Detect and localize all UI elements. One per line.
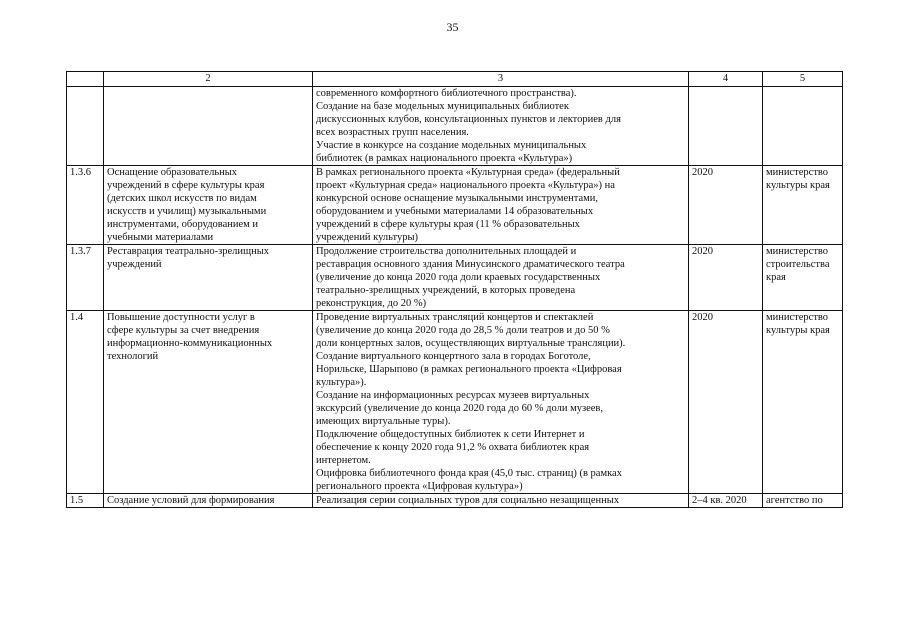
measure-name: Оснащение образовательных учреждений в сфере культуры края (детских школ искусств по видам искусств и училищ) музыкальными инструментами, оборудованием и учебными материалами — [104, 166, 313, 245]
measure-name: Создание условий для формирования — [104, 494, 313, 508]
measure-description: современного комфортного библиотечного пространства). Создание на базе модельных муниципальных библиотек дискуссионных клубов, консультационных пунктов и лекториев для всех возрастных групп населения. Участие в конкурсе на создание модельных муниципальных библиотек (в рамках национального проекта «Культура») — [313, 87, 689, 166]
row-number: 1.3.7 — [67, 245, 104, 311]
row-number: 1.5 — [67, 494, 104, 508]
row-number — [67, 87, 104, 166]
measure-responsible: агентство по — [763, 494, 843, 508]
table-row — [67, 311, 843, 494]
page-number: 35 — [446, 20, 459, 34]
header-col-5: 5 — [763, 72, 843, 87]
measure-description: Реализация серии социальных туров для социально незащищенных — [313, 494, 689, 508]
measure-responsible: министерство культуры края — [763, 166, 843, 245]
header-col-4: 4 — [689, 72, 763, 87]
measure-name: Реставрация театрально-зрелищных учреждений — [104, 245, 313, 311]
measure-responsible — [763, 87, 843, 166]
table-row — [67, 166, 843, 245]
table-row — [67, 245, 843, 311]
measure-description: Проведение виртуальных трансляций концертов и спектаклей (увеличение до конца 2020 года до 28,5 % доли театров и до 50 % доли концертных залов, осуществляющих виртуальные трансляции). Создание виртуального концертного зала в городах Боготоле, Норильске, Шарыпово (в рамках регионального проекта «Цифровая культура»). Создание на информационных ресурсах музеев виртуальных экскурсий (увеличение до конца 2020 года до 60 % доли музеев, имеющих виртуальные туры). Подключение общедоступных библиотек к сети Интернет и обеспечение к концу 2020 года 91,2 % охвата библиотек края интернетом. Оцифровка библиотечного фонда края (45,0 тыс. страниц) (в рамках регионального проекта «Цифровая культура») — [313, 311, 689, 494]
row-number: 1.4 — [67, 311, 104, 494]
measures-table — [66, 71, 843, 508]
measure-description: Продолжение строительства дополнительных площадей и реставрация основного здания Минусинского драматического театра (увеличение до конца 2020 года доли краевых государственных театрально-зрелищных учреждений, в которых проведена реконструкция, до 20 %) — [313, 245, 689, 311]
measure-period: 2–4 кв. 2020 — [689, 494, 763, 508]
header-col-3: 3 — [313, 72, 689, 87]
header-col-1 — [67, 72, 104, 87]
measure-name: Повышение доступности услуг в сфере культуры за счет внедрения информационно-коммуникационных технологий — [104, 311, 313, 494]
header-col-2: 2 — [104, 72, 313, 87]
measure-period: 2020 — [689, 311, 763, 494]
measure-responsible: министерство культуры края — [763, 311, 843, 494]
measure-period — [689, 87, 763, 166]
row-number: 1.3.6 — [67, 166, 104, 245]
table-row — [67, 494, 843, 508]
table-header-row — [67, 72, 843, 87]
measure-responsible: министерство строительства края — [763, 245, 843, 311]
measure-description: В рамках регионального проекта «Культурная среда» (федеральный проект «Культурная среда» национального проекта «Культура») на конкурсной основе оснащение музыкальными инструментами, оборудованием и учебными материалами 14 образовательных учреждений в сфере культуры края (11 % образовательных учреждений культуры) — [313, 166, 689, 245]
measure-name — [104, 87, 313, 166]
table-row — [67, 87, 843, 166]
measure-period: 2020 — [689, 245, 763, 311]
measure-period: 2020 — [689, 166, 763, 245]
